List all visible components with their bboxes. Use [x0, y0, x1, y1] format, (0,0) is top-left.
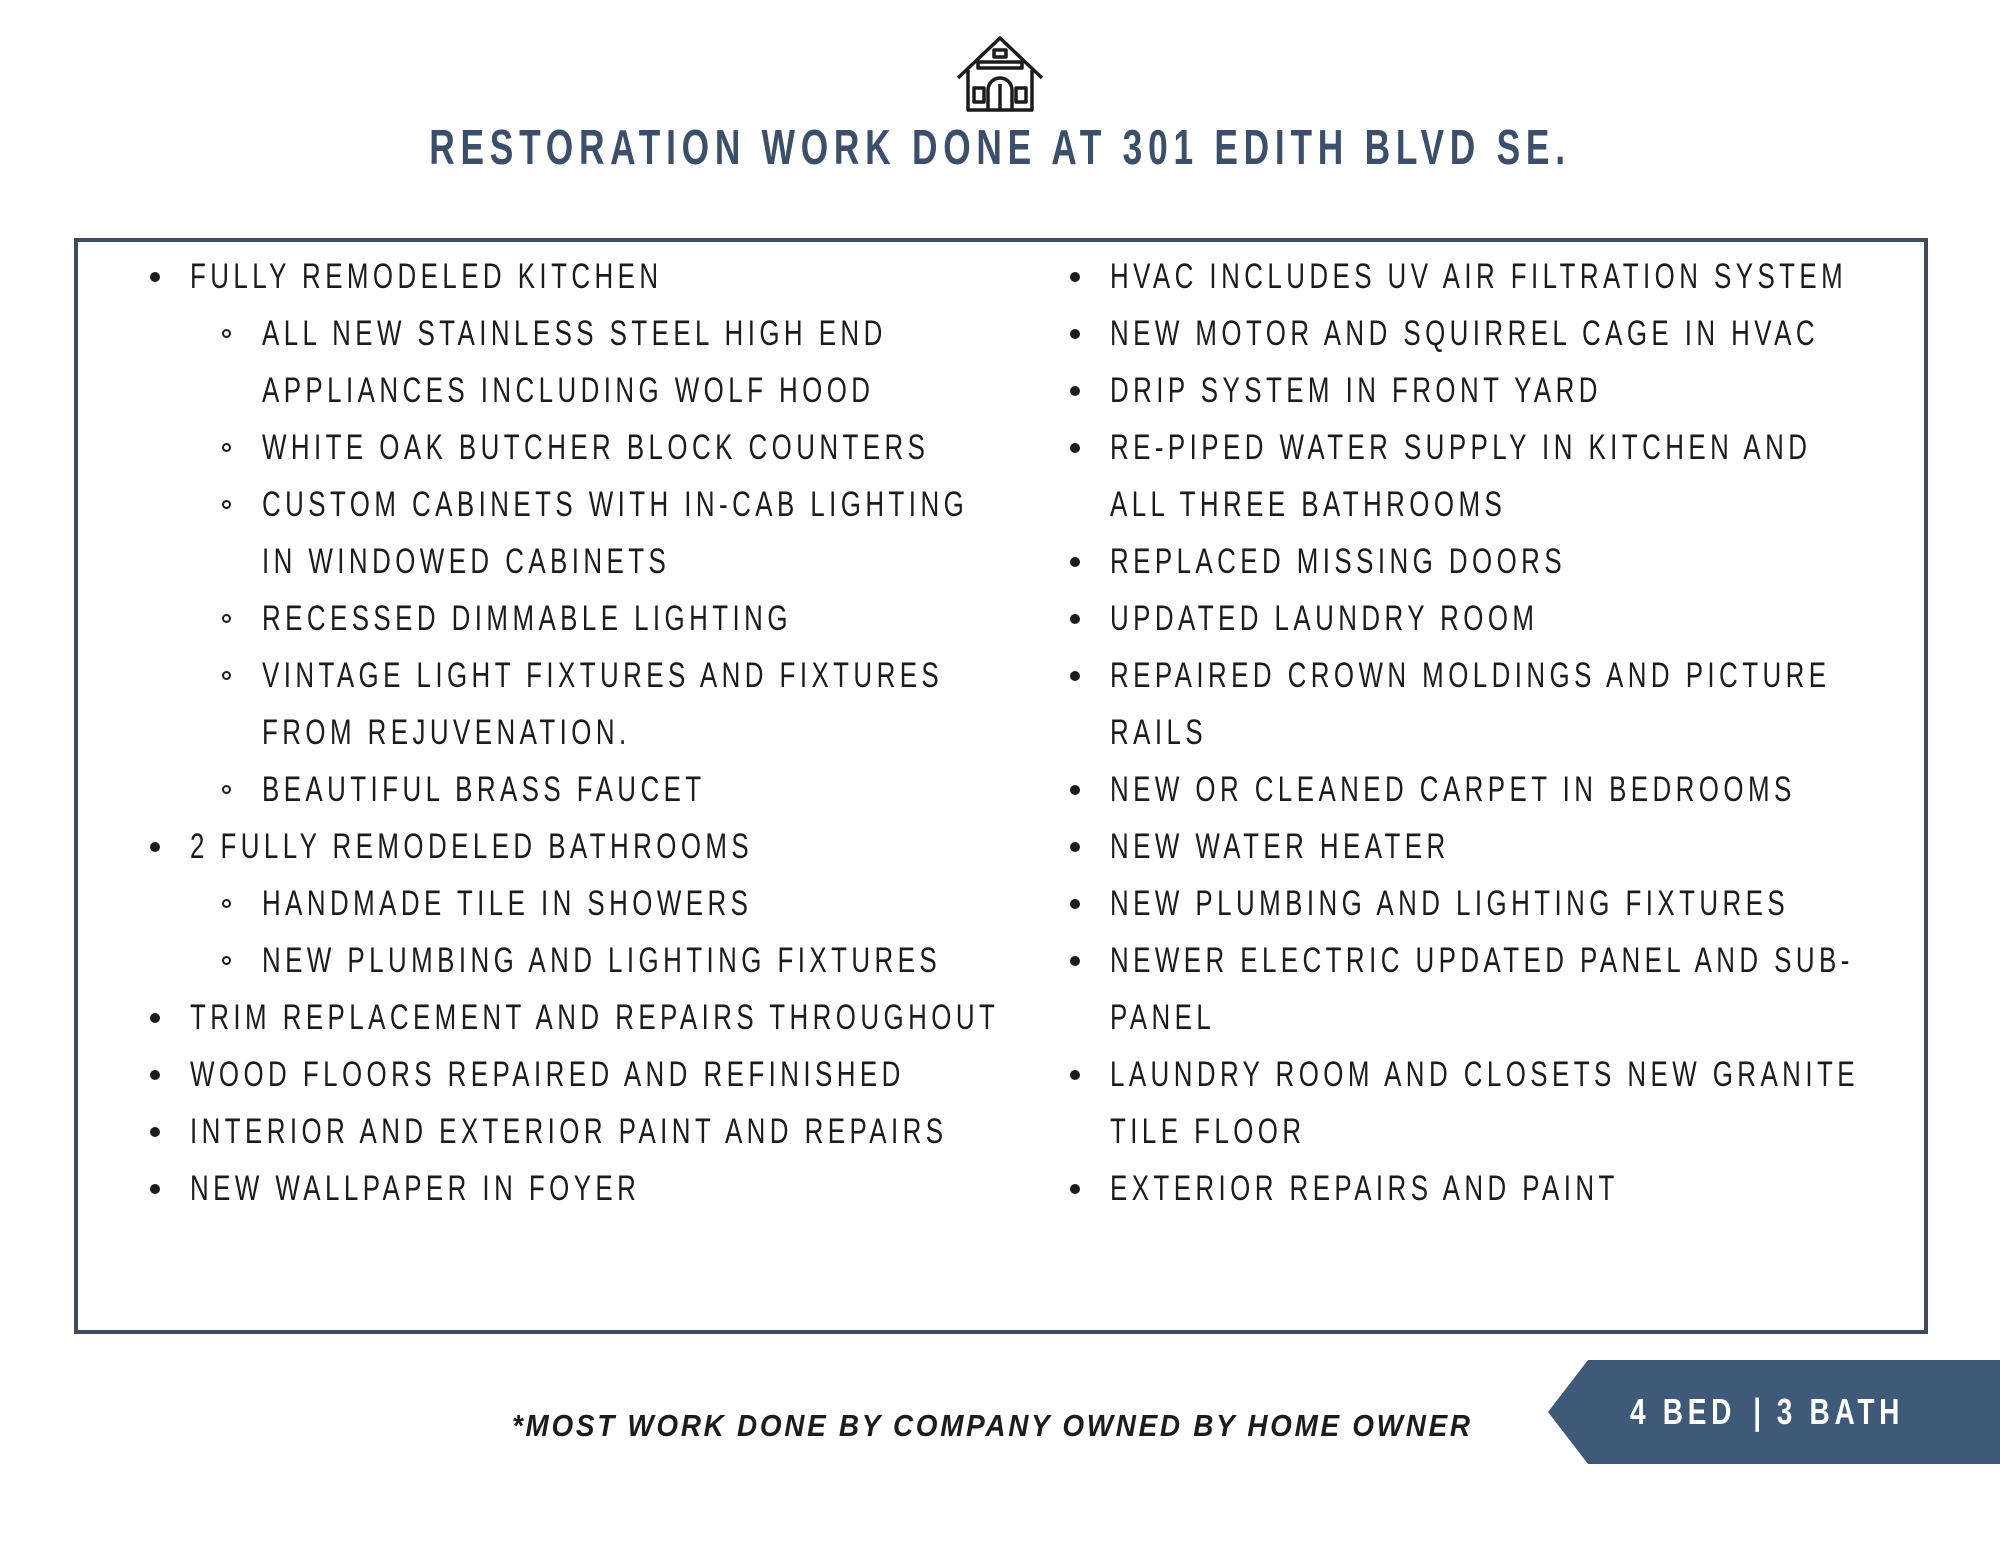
sub-list-item: ALL NEW STAINLESS STEEL HIGH END	[262, 314, 887, 353]
bullet-icon	[1070, 1184, 1080, 1194]
bath-count: 3 BATH	[1776, 1391, 1905, 1432]
list-item: RAILS	[1110, 713, 1208, 752]
bullet-icon	[150, 272, 160, 282]
sub-bullet-icon	[222, 899, 231, 908]
sub-list-item: HANDMADE TILE IN SHOWERS	[262, 884, 753, 923]
list-item: PANEL	[1110, 998, 1216, 1037]
bed-bath-badge	[1548, 1360, 2000, 1464]
sub-bullet-icon	[222, 329, 231, 338]
list-item: RE-PIPED WATER SUPPLY IN KITCHEN AND	[1110, 428, 1812, 467]
list-item: EXTERIOR REPAIRS AND PAINT	[1110, 1169, 1619, 1208]
bullet-icon	[1070, 386, 1080, 396]
sub-list-item: CUSTOM CABINETS WITH IN-CAB LIGHTING	[262, 485, 969, 524]
bullet-icon	[150, 1184, 160, 1194]
page-title: RESTORATION WORK DONE AT 301 EDITH BLVD SE.	[429, 121, 1571, 175]
list-item: NEW MOTOR AND SQUIRREL CAGE IN HVAC	[1110, 314, 1819, 353]
sub-bullet-icon	[222, 785, 231, 794]
bullet-icon	[1070, 899, 1080, 909]
list-item: UPDATED LAUNDRY ROOM	[1110, 599, 1539, 638]
bullet-icon	[1070, 329, 1080, 339]
sub-bullet-icon	[222, 500, 231, 509]
bullet-icon	[1070, 956, 1080, 966]
sub-bullet-icon	[222, 614, 231, 623]
badge-separator: |	[1753, 1391, 1766, 1432]
sub-list-item: BEAUTIFUL BRASS FAUCET	[262, 770, 706, 809]
footnote: *MOST WORK DONE BY COMPANY OWNED BY HOME OWNER	[512, 1408, 1473, 1443]
list-item: NEW WALLPAPER IN FOYER	[190, 1169, 641, 1208]
sub-list-item: FROM REJUVENATION.	[262, 713, 631, 752]
badge-text	[1630, 1360, 1919, 1464]
work-list-box	[74, 238, 1928, 1334]
bullet-icon	[1070, 785, 1080, 795]
list-item: TRIM REPLACEMENT AND REPAIRS THROUGHOUT	[190, 998, 1000, 1037]
bullet-icon	[1070, 272, 1080, 282]
list-item: NEW WATER HEATER	[1110, 827, 1450, 866]
list-item: 2 FULLY REMODELED BATHROOMS	[190, 827, 754, 866]
list-item: NEW OR CLEANED CARPET IN BEDROOMS	[1110, 770, 1796, 809]
bullet-icon	[1070, 671, 1080, 681]
list-item: HVAC INCLUDES UV AIR FILTRATION SYSTEM	[1110, 257, 1848, 296]
sub-bullet-icon	[222, 671, 231, 680]
list-item: LAUNDRY ROOM AND CLOSETS NEW GRANITE	[1110, 1055, 1859, 1094]
bullet-icon	[1070, 1070, 1080, 1080]
bullet-icon	[150, 1013, 160, 1023]
list-item: REPAIRED CROWN MOLDINGS AND PICTURE	[1110, 656, 1831, 695]
sub-bullet-icon	[222, 443, 231, 452]
sub-list-item: NEW PLUMBING AND LIGHTING FIXTURES	[262, 941, 942, 980]
bullet-icon	[1070, 842, 1080, 852]
bullet-icon	[1070, 443, 1080, 453]
list-item: REPLACED MISSING DOORS	[1110, 542, 1567, 581]
sub-list-item: WHITE OAK BUTCHER BLOCK COUNTERS	[262, 428, 930, 467]
sub-list-item: APPLIANCES INCLUDING WOLF HOOD	[262, 371, 875, 410]
sub-list-item: RECESSED DIMMABLE LIGHTING	[262, 599, 792, 638]
bed-count: 4 BED	[1630, 1391, 1737, 1432]
list-item: WOOD FLOORS REPAIRED AND REFINISHED	[190, 1055, 905, 1094]
bullet-icon	[1070, 614, 1080, 624]
bullet-icon	[150, 842, 160, 852]
list-item: DRIP SYSTEM IN FRONT YARD	[1110, 371, 1602, 410]
bullet-icon	[150, 1127, 160, 1137]
list-item: INTERIOR AND EXTERIOR PAINT AND REPAIRS	[190, 1112, 948, 1151]
list-item: TILE FLOOR	[1110, 1112, 1306, 1151]
list-item: ALL THREE BATHROOMS	[1110, 485, 1507, 524]
list-item: NEW PLUMBING AND LIGHTING FIXTURES	[1110, 884, 1790, 923]
house-icon	[956, 34, 1044, 114]
list-item: FULLY REMODELED KITCHEN	[190, 257, 663, 296]
bullet-icon	[1070, 557, 1080, 567]
bullet-icon	[150, 1070, 160, 1080]
sub-bullet-icon	[222, 956, 231, 965]
sub-list-item: VINTAGE LIGHT FIXTURES AND FIXTURES	[262, 656, 944, 695]
sub-list-item: IN WINDOWED CABINETS	[262, 542, 671, 581]
list-item: NEWER ELECTRIC UPDATED PANEL AND SUB-	[1110, 941, 1854, 980]
